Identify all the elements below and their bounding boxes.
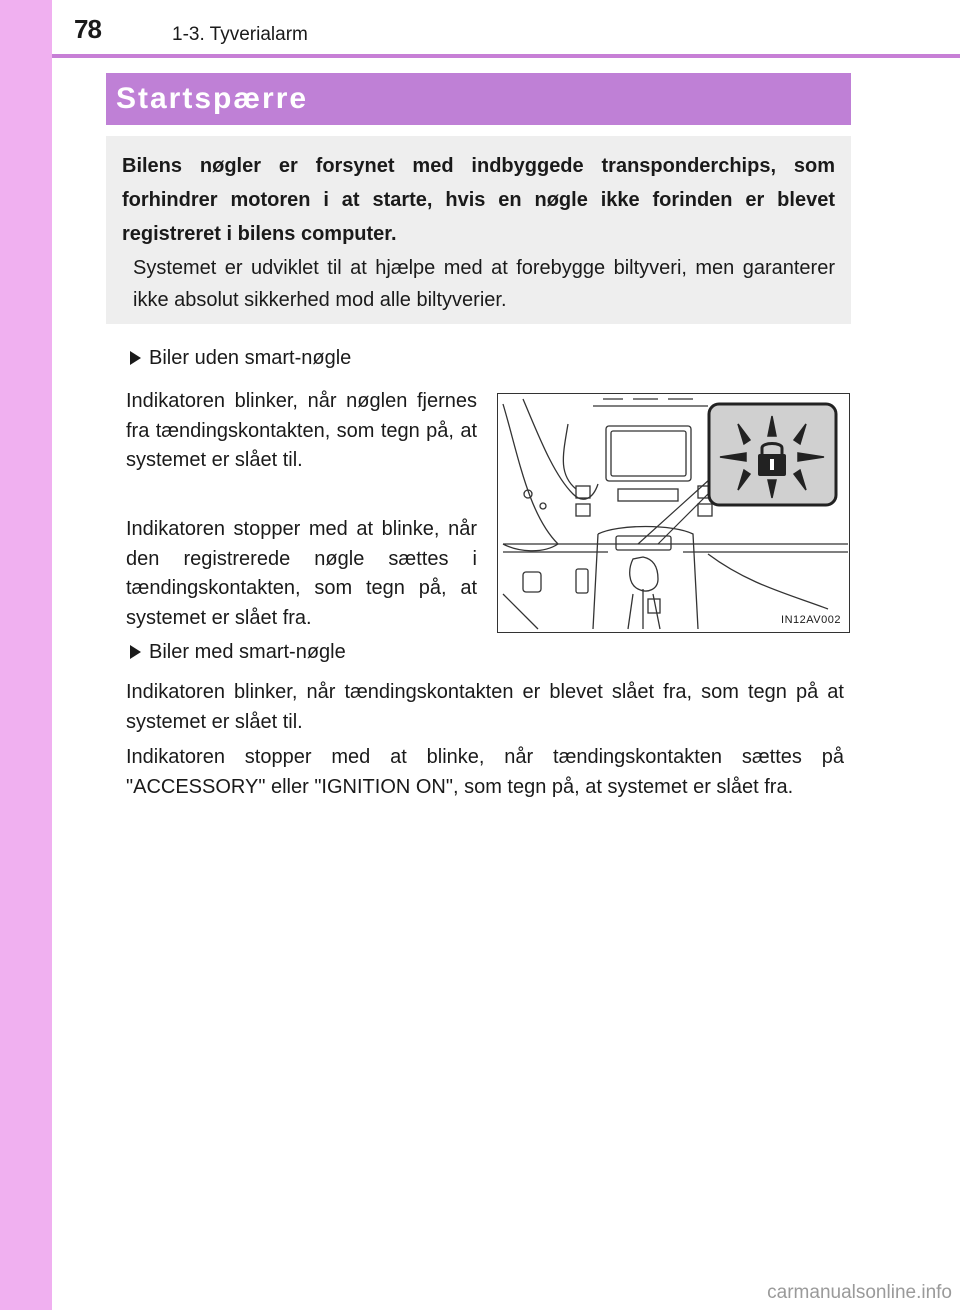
intro-box xyxy=(106,136,851,324)
header-rule xyxy=(52,54,960,58)
triangle-bullet-icon xyxy=(130,645,141,659)
indicator-location xyxy=(616,536,671,550)
subheading-label: Biler med smart-nøgle xyxy=(149,641,346,663)
paragraph-smart-key-stops: Indikatoren stopper med at blinke, når tændingskontakten sættes på "ACCESSORY" eller "IGNITION ON", som tegn på, at systemet er slået fra. xyxy=(126,746,844,798)
intro-note-text: Systemet er udviklet til at hjælpe med at forebygge biltyveri, men garanterer ikke absolut sikkerhed mod alle biltyverier. xyxy=(133,257,835,311)
dashboard-illustration xyxy=(498,394,849,632)
figure-code: IN12AV002 xyxy=(781,614,841,626)
subheading-label: Biler uden smart-nøgle xyxy=(149,347,352,369)
section-reference: 1-3. Tyverialarm xyxy=(172,24,308,45)
steering-wheel-lower xyxy=(503,544,558,551)
paragraph-smart-key-blinks: Indikatoren blinker, når tændingskontakten er blevet slået fra, som tegn på at systemet er slået til. xyxy=(126,681,844,733)
steering-wheel-outline xyxy=(503,404,558,544)
intro-lead-text: Bilens nøgler er forsynet med indbyggede transponderchips, som forhindrer motoren i at starte, hvis en nøgle ikke forinden er blevet registreret i bilens computer. xyxy=(122,155,835,245)
section-title: Startspærre xyxy=(116,82,309,115)
watermark: carmanualsonline.info xyxy=(767,1282,952,1303)
infotainment-screen xyxy=(606,426,691,481)
accelerator-pedal xyxy=(576,569,588,593)
brake-pedal xyxy=(523,572,541,592)
chapter-side-tab xyxy=(0,0,52,1310)
triangle-bullet-icon xyxy=(130,351,141,365)
section-title-bar xyxy=(106,73,851,125)
steering-column xyxy=(523,399,598,499)
center-console xyxy=(593,527,698,630)
paragraph-indicator-blinks: Indikatoren blinker, når nøglen fjernes fra tændingskontakten, som tegn på, at systemet er slået til. xyxy=(126,390,477,471)
gear-shifter xyxy=(630,557,658,591)
dashboard-figure xyxy=(497,393,850,633)
subheading-with-smart-key xyxy=(130,641,346,664)
paragraph-indicator-stops: Indikatoren stopper med at blinke, når den registrerede nøgle sættes i tændingskontakten, som tegn på, at systemet er slået fra. xyxy=(126,518,477,629)
subheading-without-smart-key xyxy=(130,347,351,370)
page-number: 78 xyxy=(74,14,101,44)
